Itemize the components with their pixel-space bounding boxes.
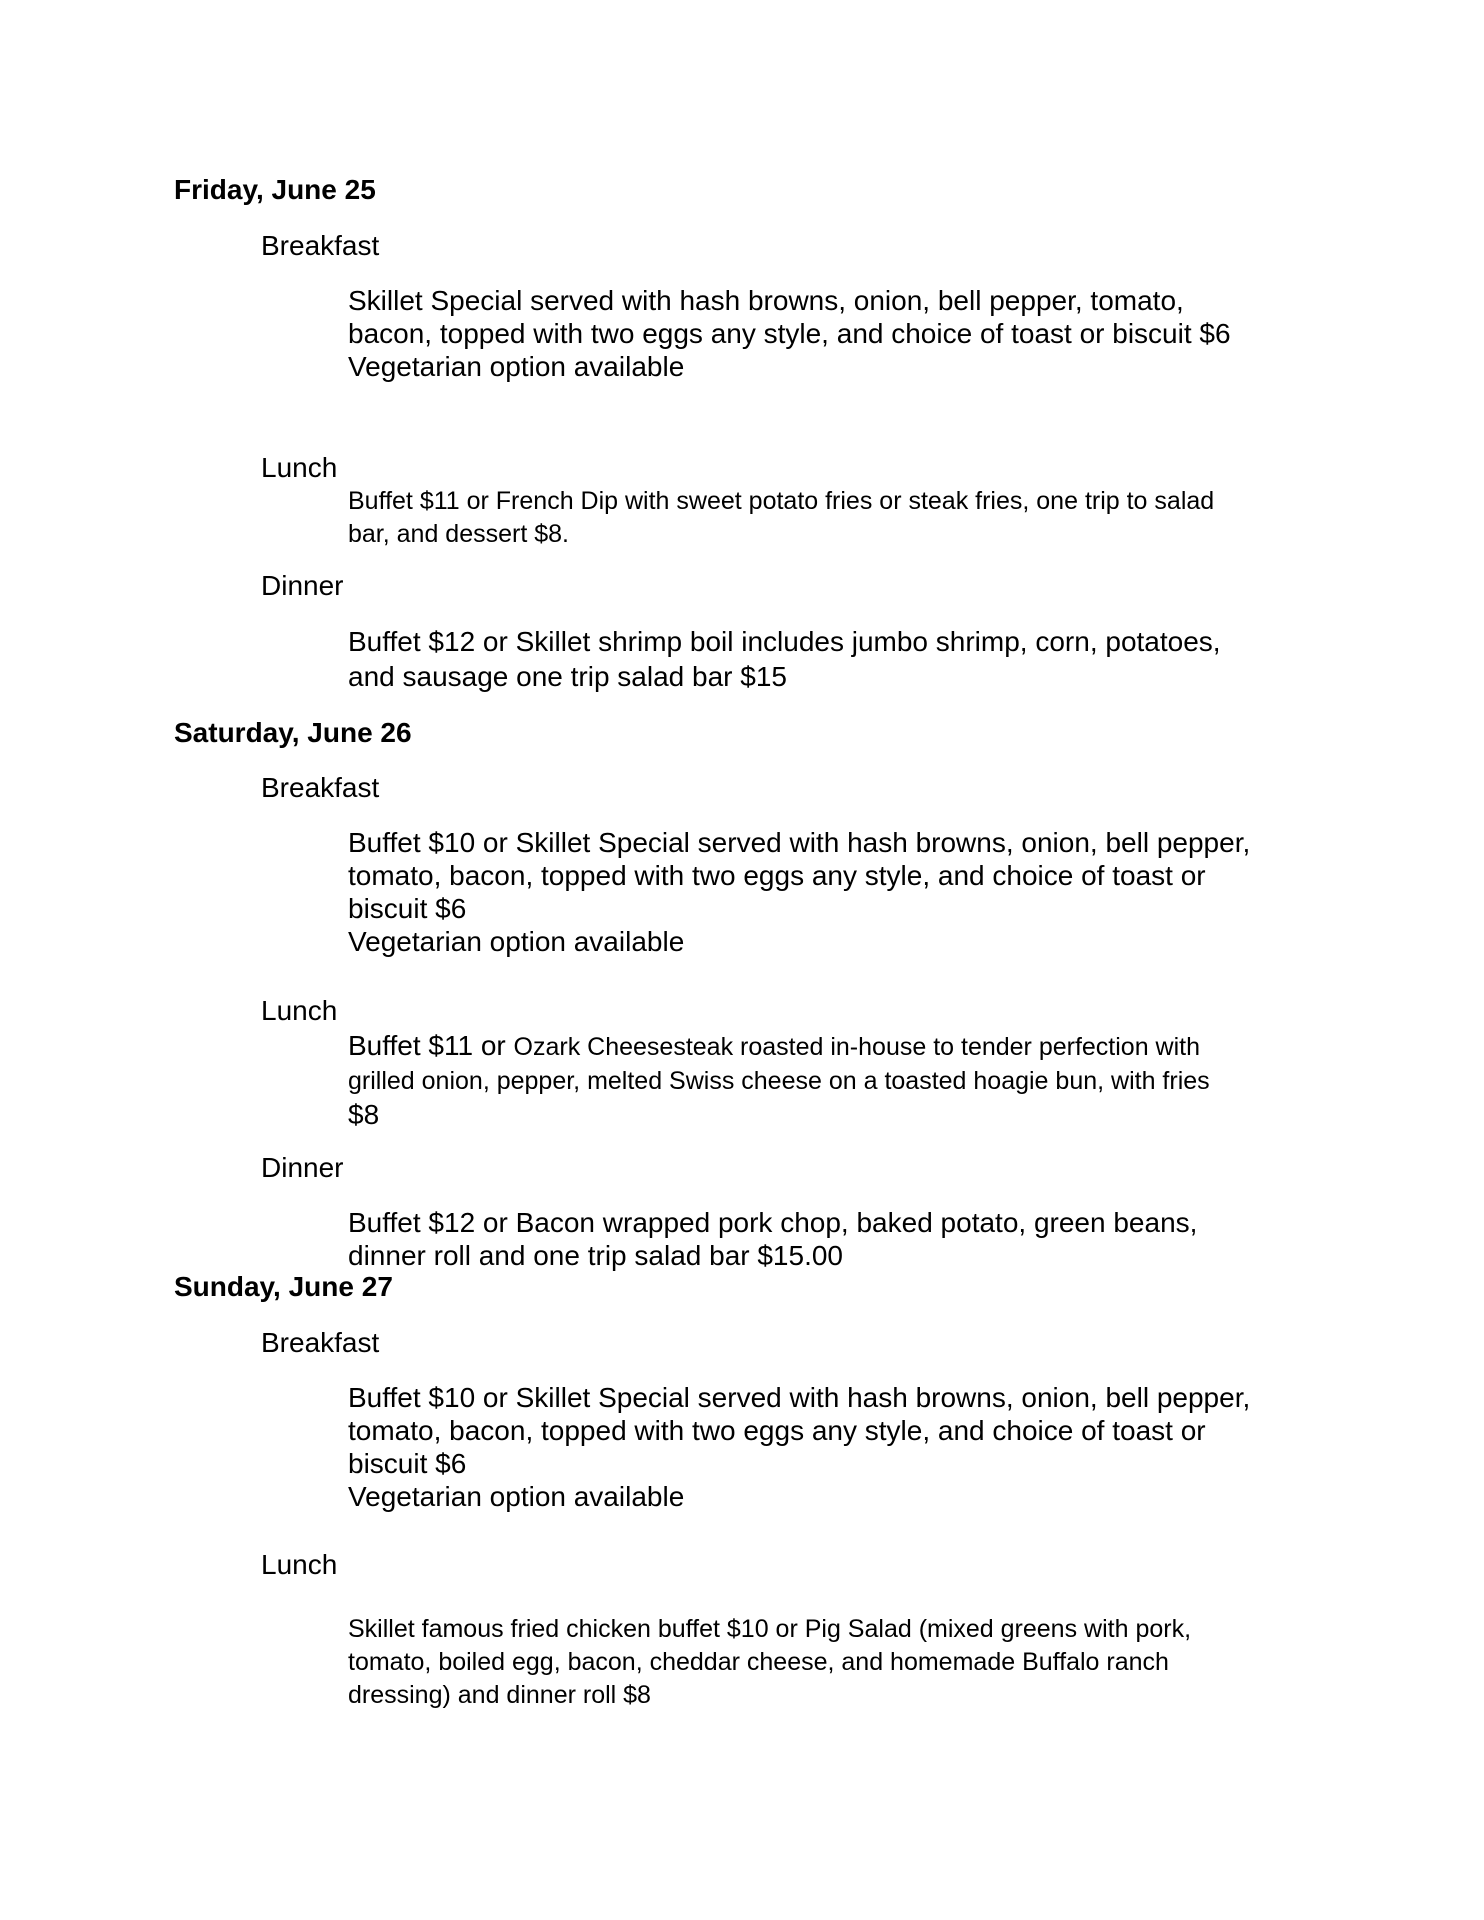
meal-description-breakfast [348, 284, 1308, 383]
meal-description-breakfast [348, 1381, 1308, 1513]
description-line: dressing) and dinner roll $8 [348, 1681, 651, 1709]
day-heading-saturday: Saturday, June 26 [174, 717, 412, 748]
meal-description-dinner [348, 624, 1308, 694]
description-line: tomato, bacon, topped with two eggs any style, and choice of toast or [348, 860, 1206, 891]
description-rest: Ozark Cheesesteak roasted in-house to tender perfection with [513, 1033, 1201, 1061]
description-line: Vegetarian option available [348, 351, 685, 382]
description-line: tomato, boiled egg, bacon, cheddar cheese, and homemade Buffalo ranch [348, 1648, 1169, 1676]
description-line: $8 [348, 1099, 380, 1130]
description-line: Buffet $12 or Skillet shrimp boil includes jumbo shrimp, corn, potatoes, [348, 626, 1221, 657]
description-line: Buffet $10 or Skillet Special served with hash browns, onion, bell pepper, [348, 1382, 1251, 1413]
description-line: bar, and dessert $8. [348, 520, 569, 548]
meal-description-breakfast [348, 826, 1308, 958]
meal-label-dinner: Dinner [261, 570, 344, 601]
description-line: Buffet $11 or French Dip with sweet potato fries or steak fries, one trip to salad [348, 487, 1215, 515]
description-line: Buffet $10 or Skillet Special served with hash browns, onion, bell pepper, [348, 827, 1251, 858]
description-line [348, 1029, 1308, 1064]
meal-description-lunch [348, 1613, 1308, 1712]
description-line: Vegetarian option available [348, 1481, 685, 1512]
day-heading-friday: Friday, June 25 [174, 174, 376, 205]
description-line: Skillet Special served with hash browns, onion, bell pepper, tomato, [348, 285, 1184, 316]
description-line: grilled onion, pepper, melted Swiss cheese on a toasted hoagie bun, with fries [348, 1067, 1210, 1095]
description-line: Buffet $12 or Bacon wrapped pork chop, baked potato, green beans, [348, 1207, 1198, 1238]
description-line: Vegetarian option available [348, 926, 685, 957]
meal-label-lunch: Lunch [261, 1549, 338, 1580]
meal-description-dinner [348, 1206, 1308, 1272]
description-line: tomato, bacon, topped with two eggs any style, and choice of toast or [348, 1415, 1206, 1446]
description-line: biscuit $6 [348, 1448, 467, 1479]
meal-label-lunch: Lunch [261, 452, 338, 483]
meal-description-lunch [348, 485, 1308, 551]
description-line: dinner roll and one trip salad bar $15.00 [348, 1240, 844, 1271]
day-heading-sunday: Sunday, June 27 [174, 1271, 393, 1302]
meal-description-lunch [348, 1029, 1308, 1132]
meal-label-breakfast: Breakfast [261, 772, 380, 803]
meal-label-breakfast: Breakfast [261, 1327, 380, 1358]
description-line: bacon, topped with two eggs any style, and choice of toast or biscuit $6 [348, 318, 1231, 349]
description-line: Skillet famous fried chicken buffet $10 or Pig Salad (mixed greens with pork, [348, 1615, 1192, 1643]
meal-label-breakfast: Breakfast [261, 230, 380, 261]
description-line: and sausage one trip salad bar $15 [348, 661, 787, 692]
description-lead: Buffet $11 or [348, 1030, 514, 1061]
description-line: biscuit $6 [348, 893, 467, 924]
meal-label-dinner: Dinner [261, 1152, 344, 1183]
meal-label-lunch: Lunch [261, 995, 338, 1026]
